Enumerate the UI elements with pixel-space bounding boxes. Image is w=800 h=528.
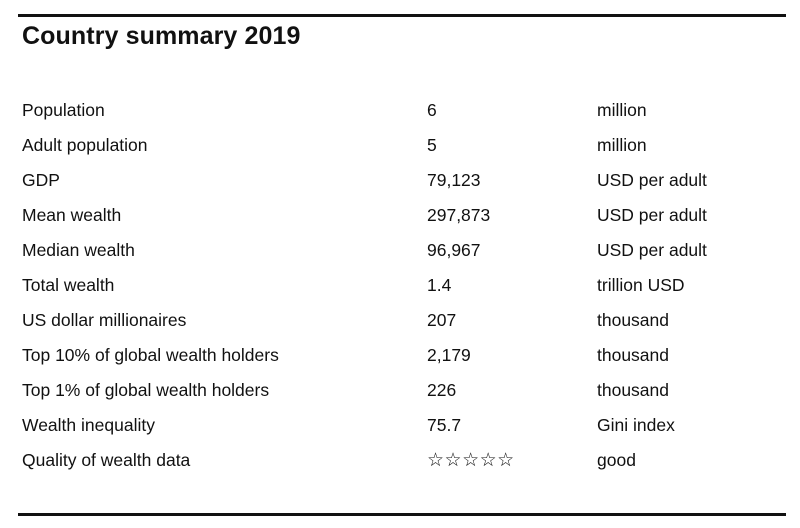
row-unit: trillion USD [597, 275, 685, 295]
row-unit: thousand [597, 345, 670, 365]
row-value: 5 [427, 135, 437, 155]
row-unit: USD per adult [597, 170, 707, 190]
row-label: Adult population [22, 135, 148, 155]
row-value: 2,179 [427, 345, 471, 365]
row-unit: thousand [597, 380, 670, 400]
summary-table [22, 93, 797, 478]
bottom-divider [18, 513, 786, 516]
row-value: 1.4 [427, 275, 452, 295]
row-value: 79,123 [427, 170, 481, 190]
row-label: Total wealth [22, 275, 115, 295]
row-unit: Gini index [597, 415, 675, 435]
table-row [22, 233, 797, 268]
row-unit: USD per adult [597, 240, 707, 260]
row-value: 96,967 [427, 240, 481, 260]
row-value: 6 [427, 100, 437, 120]
row-unit: million [597, 100, 647, 120]
top-divider [18, 14, 786, 17]
table-row [22, 303, 797, 338]
table-row [22, 163, 797, 198]
table-row [22, 443, 797, 478]
table-row [22, 198, 797, 233]
table-row [22, 268, 797, 303]
row-unit: million [597, 135, 647, 155]
row-value: 297,873 [427, 205, 491, 225]
star-rating-icon: ☆☆☆☆☆ [427, 450, 515, 471]
row-label: Top 1% of global wealth holders [22, 380, 270, 400]
row-label: Median wealth [22, 240, 135, 260]
row-label: GDP [22, 170, 60, 190]
row-unit: USD per adult [597, 205, 707, 225]
row-label: Top 10% of global wealth holders [22, 345, 279, 365]
row-value: 207 [427, 310, 457, 330]
table-row [22, 373, 797, 408]
row-unit: good [597, 450, 636, 470]
table-row [22, 338, 797, 373]
row-unit: thousand [597, 310, 670, 330]
row-label: Population [22, 100, 105, 120]
page-title: Country summary 2019 [22, 22, 301, 50]
row-value: 75.7 [427, 415, 462, 435]
table-row [22, 408, 797, 443]
row-label: Quality of wealth data [22, 450, 191, 470]
table-row [22, 93, 797, 128]
row-label: Wealth inequality [22, 415, 155, 435]
table-row [22, 128, 797, 163]
row-label: Mean wealth [22, 205, 122, 225]
row-label: US dollar millionaires [22, 310, 187, 330]
row-value: 226 [427, 380, 457, 400]
